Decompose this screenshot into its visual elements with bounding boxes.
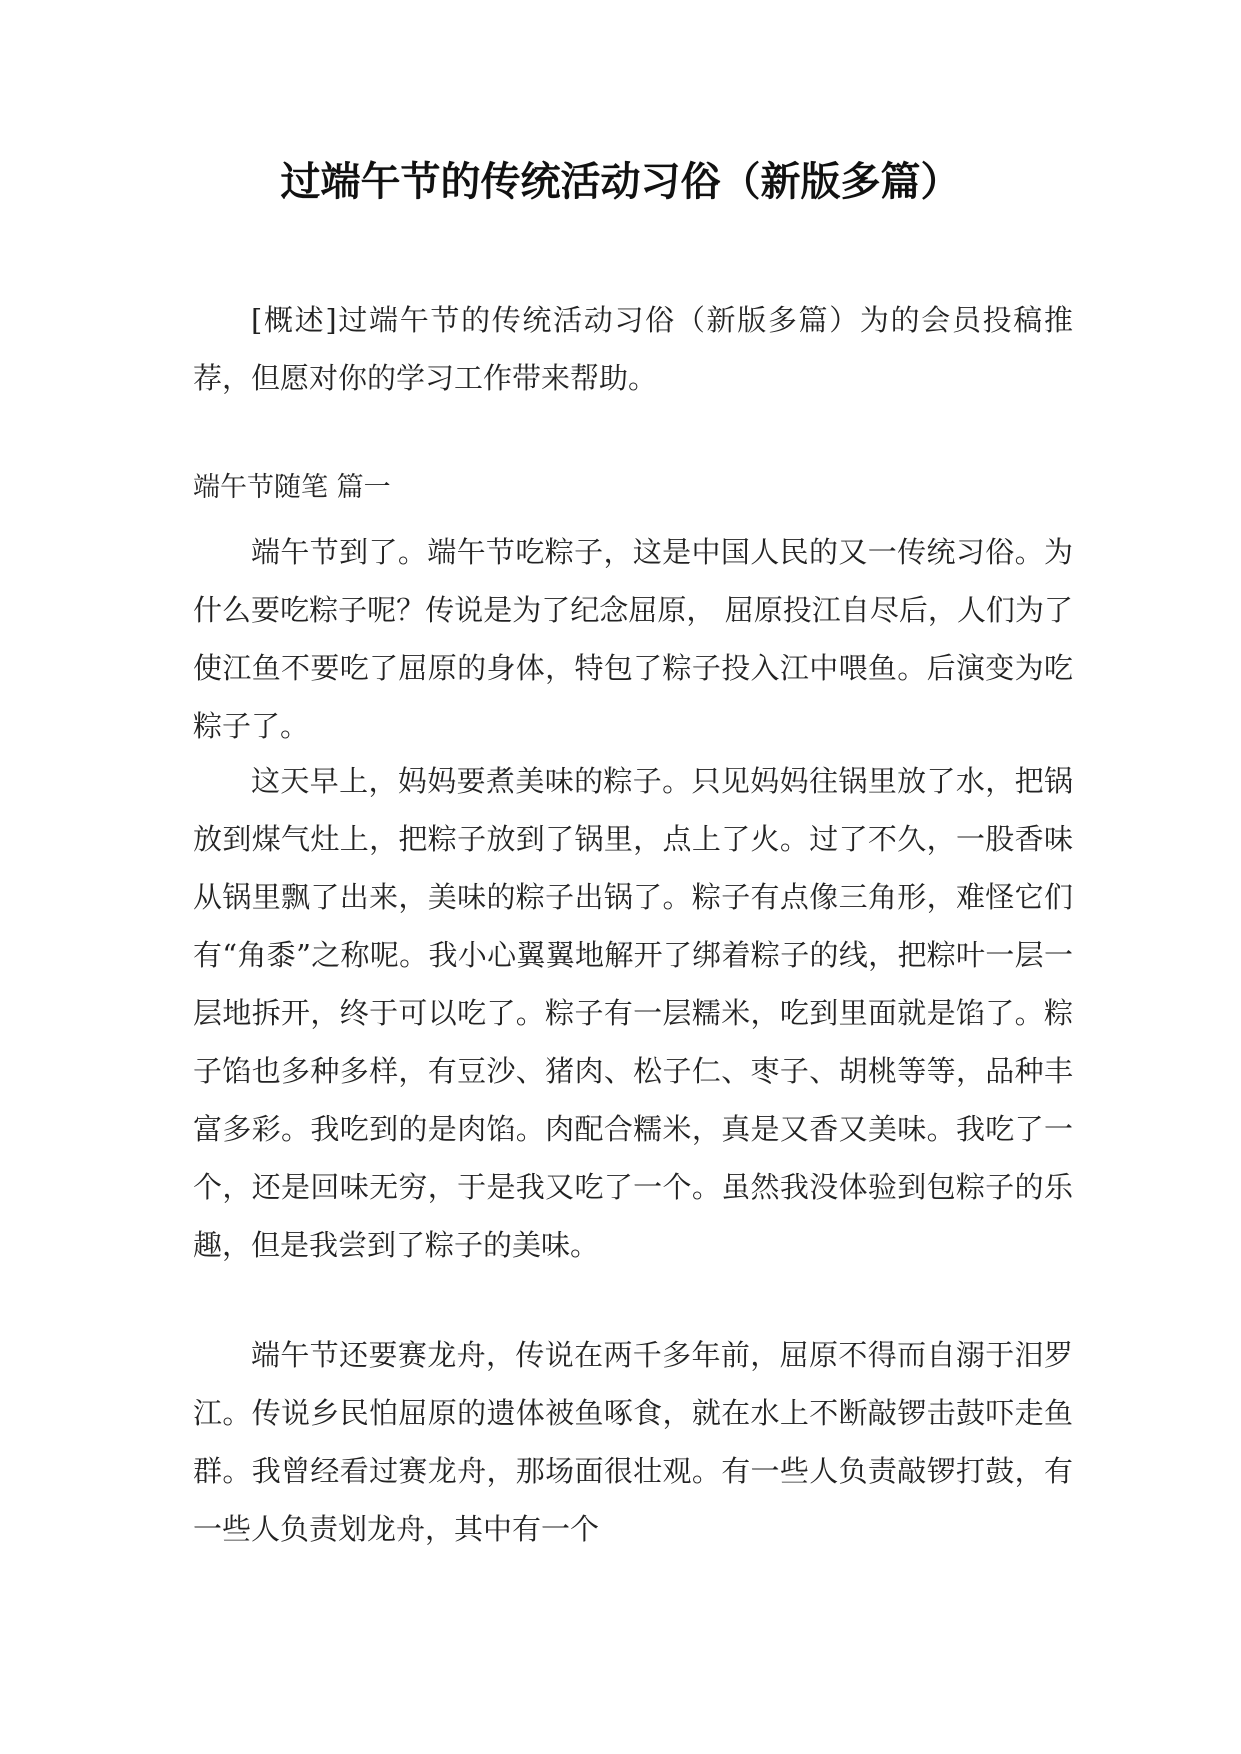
document-title: 过端午节的传统活动习俗（新版多篇）	[280, 159, 961, 205]
section-heading: 端午节随笔 篇一	[193, 472, 391, 503]
body-paragraph-2: 这天早上，妈妈要煮美味的粽子。只见妈妈往锅里放了水，把锅放到煤气灶上，把粽子放到了锅里，点上了火。过了不久，一股香味从锅里飘了出来，美味的粽子出锅了。粽子有点像三角形，难怪它们有“角黍”之称呢。我小心翼翼地解开了绑着粽子的线，把粽叶一层一层地拆开，终于可以吃了。粽子有一层糯米，吃到里面就是馅了。粽子馅也多种多样，有豆沙、猪肉、松子仁、枣子、胡桃等等，品种丰富多彩。我吃到的是肉馅。肉配合糯米，真是又香又美味。我吃了一个，还是回味无穷，于是我又吃了一个。虽然我没体验到包粽子的乐趣，但是我尝到了粽子的美味。	[193, 764, 1073, 1262]
summary-paragraph: [概述]过端午节的传统活动习俗（新版多篇）为的会员投稿推荐，但愿对你的学习工作带来帮助。	[193, 303, 1073, 395]
body-paragraph-3: 端午节还要赛龙舟，传说在两千多年前，屈原不得而自溺于汨罗江。传说乡民怕屈原的遗体被鱼啄食，就在水上不断敲锣击鼓吓走鱼群。我曾经看过赛龙舟，那场面很壮观。有一些人负责敲锣打鼓，有一些人负责划龙舟，其中有一个	[193, 1338, 1073, 1546]
body-paragraph-1: 端午节到了。端午节吃粽子，这是中国人民的又一传统习俗。为什么要吃粽子呢？传说是为了纪念屈原， 屈原投江自尽后，人们为了使江鱼不要吃了屈原的身体，特包了粽子投入江中喂鱼。后演变为吃粽子了。	[193, 535, 1073, 743]
